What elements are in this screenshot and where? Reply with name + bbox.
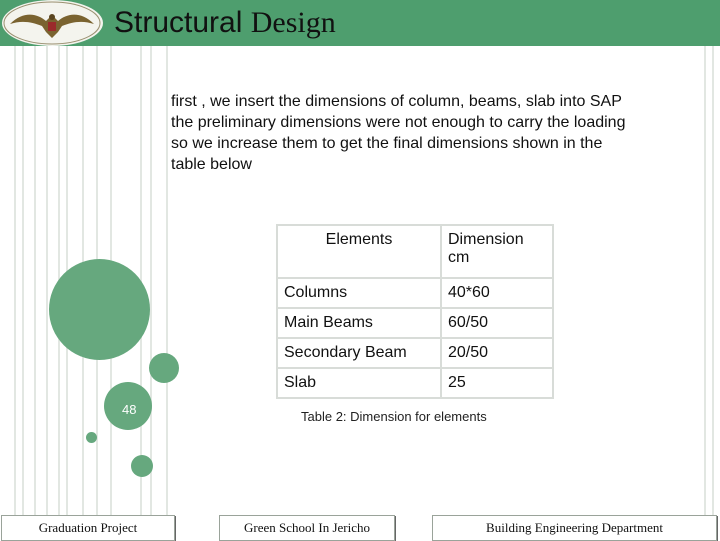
decorative-stripe	[712, 46, 714, 528]
table-cell: 40*60	[441, 278, 553, 308]
table-cell: 20/50	[441, 338, 553, 368]
page-title	[114, 6, 336, 40]
table-header-cell: Dimension cm	[441, 225, 553, 278]
table-cell: Secondary Beam	[277, 338, 441, 368]
footer-left: Graduation Project	[1, 515, 175, 541]
table-row	[277, 278, 553, 308]
decorative-circle-medium	[131, 455, 153, 477]
table-row	[277, 338, 553, 368]
dimension-table	[276, 224, 554, 399]
decorative-stripe	[46, 46, 48, 528]
title-word-2: Design	[250, 6, 336, 39]
body-paragraph: first , we insert the dimensions of column, beams, slab into SAP the preliminary dimensions were not enough to carry the loading so we increase them to get the final dimensions shown in the table below	[171, 93, 626, 173]
footer-center: Green School In Jericho	[219, 515, 395, 541]
decorative-stripe	[704, 46, 706, 528]
decorative-circle-small	[149, 353, 179, 383]
table-cell: Columns	[277, 278, 441, 308]
table-cell: 25	[441, 368, 553, 398]
decorative-stripe	[34, 46, 36, 528]
table-cell: Main Beams	[277, 308, 441, 338]
decorative-circle-tiny	[86, 432, 97, 443]
decorative-stripe	[166, 46, 168, 528]
table-cell: 60/50	[441, 308, 553, 338]
table-cell: Slab	[277, 368, 441, 398]
title-bar	[0, 0, 720, 46]
table-row	[277, 368, 553, 398]
decorative-circle-large	[49, 259, 150, 360]
table-header-cell: Elements	[277, 225, 441, 278]
table-caption: Table 2: Dimension for elements	[301, 409, 487, 424]
decorative-stripe	[150, 46, 152, 528]
table-header-row	[277, 225, 553, 278]
eagle-logo	[2, 0, 103, 46]
table-row	[277, 308, 553, 338]
decorative-stripe	[22, 46, 24, 528]
slide-number: 48	[122, 402, 137, 417]
title-word-1: Structural	[114, 6, 243, 39]
footer-right: Building Engineering Department	[432, 515, 717, 541]
decorative-stripe	[14, 46, 16, 528]
